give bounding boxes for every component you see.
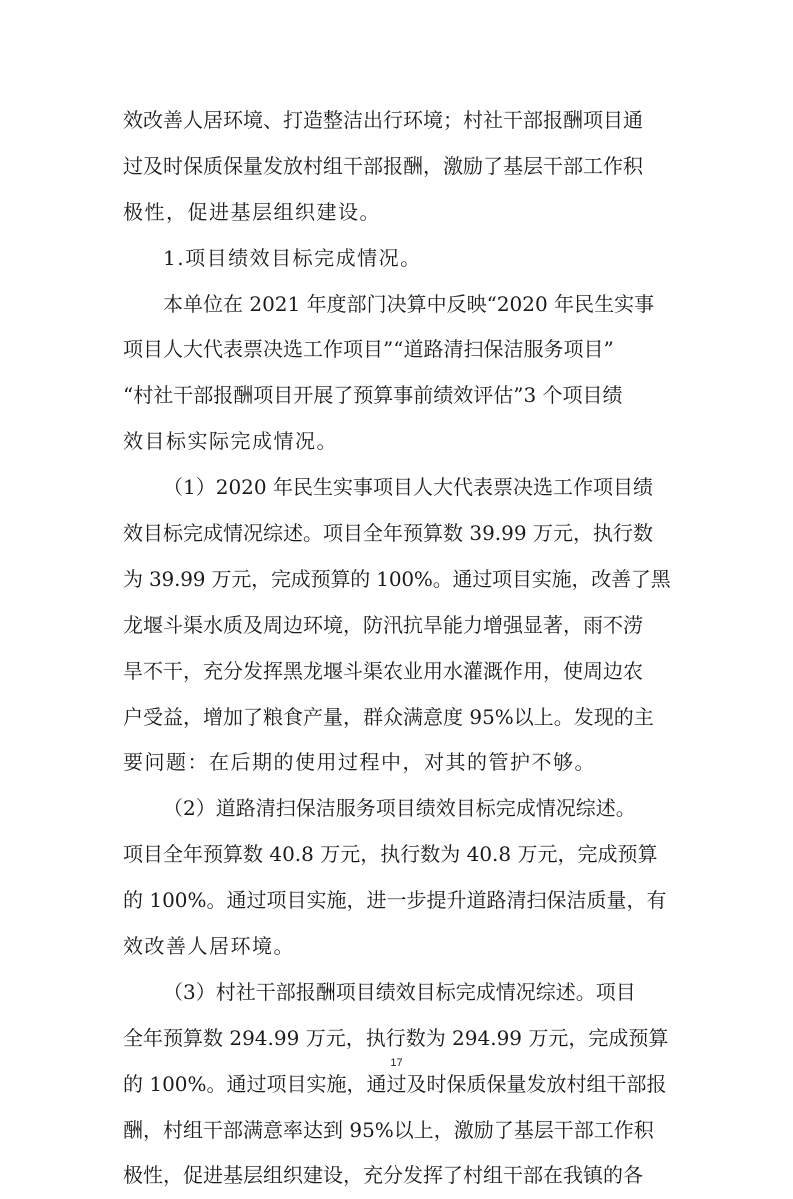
text-line: 的 100%。通过项目实施，进一步提升道路清扫保洁质量，有 (123, 888, 667, 913)
text-line: 户受益，增加了粮食产量，群众满意度 95%以上。发现的主 (123, 704, 654, 729)
text-line: 为 39.99 万元，完成预算的 100%。通过项目实施，改善了黑 (123, 566, 671, 591)
text-line: 极性，促进基层组织建设，充分发挥了村组干部在我镇的各 (123, 1163, 643, 1188)
text-line: 酬，村组干部满意率达到 95%以上，激励了基层干部工作积 (123, 1117, 654, 1142)
text-line: 的 100%。通过项目实施，通过及时保质保量发放村组干部报 (123, 1071, 667, 1096)
text-line: 项目人大代表票决选工作项目”“道路清扫保洁服务项目” (123, 337, 614, 362)
page-number: 17 (390, 1057, 403, 1069)
text-line: 旱不干，充分发挥黑龙堰斗渠农业用水灌溉作用，使周边农 (123, 658, 643, 683)
text-line: （1）2020 年民生实事项目人大代表票决选工作项目绩 (163, 475, 653, 500)
text-line: 要问题：在后期的使用过程中，对其的管护不够。 (123, 750, 596, 775)
text-line: 效目标完成情况综述。项目全年预算数 39.99 万元，执行数 (123, 521, 653, 546)
text-line: 效改善人居环境、打造整洁出行环境；村社干部报酬项目通 (123, 108, 643, 132)
text-line: 项目全年预算数 40.8 万元，执行数为 40.8 万元，完成预算 (123, 842, 658, 867)
text-line: 龙堰斗渠水质及周边环境，防汛抗旱能力增强显著，雨不涝 (123, 612, 643, 637)
text-line: 效改善人居环境。 (123, 934, 295, 959)
text-line: 效目标实际完成情况。 (123, 429, 338, 454)
text-line: 过及时保质保量发放村组干部报酬，激励了基层干部工作积 (123, 153, 643, 178)
text-line: 极性，促进基层组织建设。 (123, 199, 381, 224)
text-line: “村社干部报酬项目开展了预算事前绩效评估”3 个项目绩 (123, 383, 623, 408)
text-line: 本单位在 2021 年度部门决算中反映“2020 年民生实事 (163, 291, 655, 316)
text-line: 全年预算数 294.99 万元，执行数为 294.99 万元，完成预算 (123, 1025, 669, 1050)
text-line: 1.项目绩效目标完成情况。 (163, 245, 422, 270)
text-line: （2）道路清扫保洁服务项目绩效目标完成情况综述。 (163, 796, 636, 821)
body-text (123, 98, 671, 1199)
text-line: （3）村社干部报酬项目绩效目标完成情况综述。项目 (163, 979, 636, 1004)
